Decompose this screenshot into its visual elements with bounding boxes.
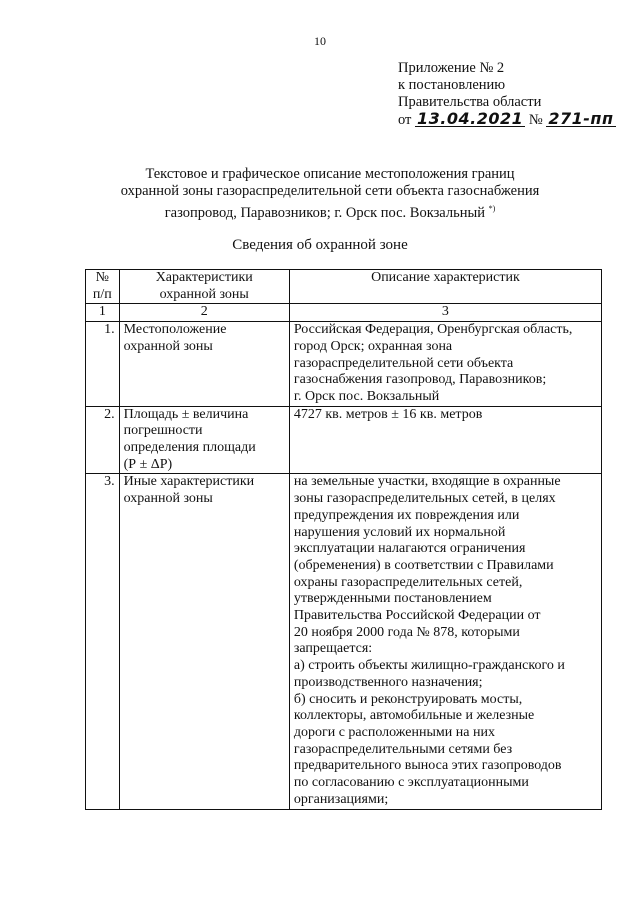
page-number: 10 (314, 34, 326, 48)
char-line: погрешности (123, 423, 203, 439)
appendix-date-line (398, 111, 616, 129)
header-char-line: охранной зоны (159, 286, 249, 302)
appendix-header (398, 60, 616, 129)
row-description (289, 474, 601, 809)
desc-line: б) сносить и реконструировать мосты, (293, 691, 523, 707)
title-line-1: Текстовое и графическое описание местоположения границ (145, 166, 515, 182)
char-line: определения площади (123, 440, 256, 456)
desc-line: эксплуатации налагаются ограничения (293, 541, 526, 557)
desc-line: город Орск; охранная зона (293, 338, 453, 354)
desc-line: на земельные участки, входящие в охранные (293, 474, 561, 490)
desc-line: зоны газораспределительных сетей, в целях (293, 491, 556, 507)
table-index-row (86, 304, 602, 322)
appendix-line-2: к постановлению (398, 77, 506, 93)
desc-line: предупреждения их повреждения или (293, 507, 520, 523)
row-description (289, 406, 601, 474)
header-num (86, 270, 120, 304)
appendix-line-1: Приложение № 2 (398, 60, 505, 76)
char-line: Площадь ± величина (123, 406, 249, 422)
char-line: охранной зоны (123, 338, 213, 354)
section-subtitle: Сведения об охранной зоне (232, 237, 408, 253)
document-title (60, 166, 600, 222)
header-char-line: Характеристики (155, 270, 253, 285)
header-characteristics (119, 270, 289, 304)
desc-line: 20 ноября 2000 года № 878, которыми (293, 624, 520, 640)
char-line: (Р ± ΔР) (123, 456, 173, 472)
column-index: 2 (119, 304, 289, 322)
row-number: 1. (86, 322, 120, 407)
char-line: охранной зоны (123, 491, 213, 507)
table-row (86, 474, 602, 809)
desc-line: Российская Федерация, Оренбургская область, (293, 322, 573, 338)
title-line-3-text: газопровод, Паравозников; г. Орск пос. Вокзальный (164, 204, 485, 221)
table-header-row (86, 270, 602, 304)
desc-line: нарушения условий их нормальной (293, 524, 506, 540)
row-number: 3. (86, 474, 120, 809)
desc-line: дороги с расположенными на них (293, 724, 495, 740)
row-characteristic (119, 322, 289, 407)
desc-line: г. Орск пос. Вокзальный (293, 388, 440, 404)
zone-info-table (85, 269, 602, 810)
desc-line: газоснабжения газопровод, Паравозников; (293, 372, 547, 388)
appendix-line-3: Правительства области (398, 94, 542, 110)
row-number: 2. (86, 406, 120, 474)
row-characteristic (119, 474, 289, 809)
table-row (86, 322, 602, 407)
desc-line: производственного назначения; (293, 674, 483, 690)
desc-line: утвержденными постановлением (293, 591, 492, 607)
desc-line: газораспределительной сети объекта (293, 355, 514, 371)
handwritten-number: 271-пп (548, 109, 614, 128)
header-num-line: № (95, 270, 109, 285)
title-line-3 (60, 200, 600, 222)
desc-line: по согласованию с эксплуатационными (293, 775, 529, 791)
number-sign: № (528, 112, 543, 128)
char-line: Иные характеристики (123, 474, 255, 490)
desc-line: организациями; (293, 791, 389, 807)
desc-line: (обременения) в соответствии с Правилами (293, 557, 554, 573)
desc-line: Правительства Российской Федерации от (293, 608, 541, 624)
footnote-mark: *) (488, 204, 496, 213)
table-row (86, 406, 602, 474)
desc-line: запрещается: (293, 641, 373, 657)
desc-line: газораспределительными сетями без (293, 741, 513, 757)
header-description: Описание характеристик (289, 270, 601, 304)
row-characteristic (119, 406, 289, 474)
desc-line: предварительного выноса этих газопроводов (293, 758, 562, 774)
date-prefix: от (398, 112, 412, 128)
desc-line: охраны газораспределительных сетей, (293, 574, 523, 590)
desc-line: а) строить объекты жилищно-гражданского и (293, 658, 565, 674)
char-line: Местоположение (123, 322, 227, 338)
column-index: 1 (86, 304, 120, 322)
column-index: 3 (289, 304, 601, 322)
title-line-2: охранной зоны газораспределительной сети объекта газоснабжения (120, 183, 540, 199)
row-description (289, 322, 601, 407)
desc-line: 4727 кв. метров ± 16 кв. метров (293, 406, 483, 422)
header-num-line: п/п (92, 286, 112, 302)
desc-line: коллекторы, автомобильные и железные (293, 708, 535, 724)
handwritten-date: 13.04.2021 (417, 109, 524, 128)
